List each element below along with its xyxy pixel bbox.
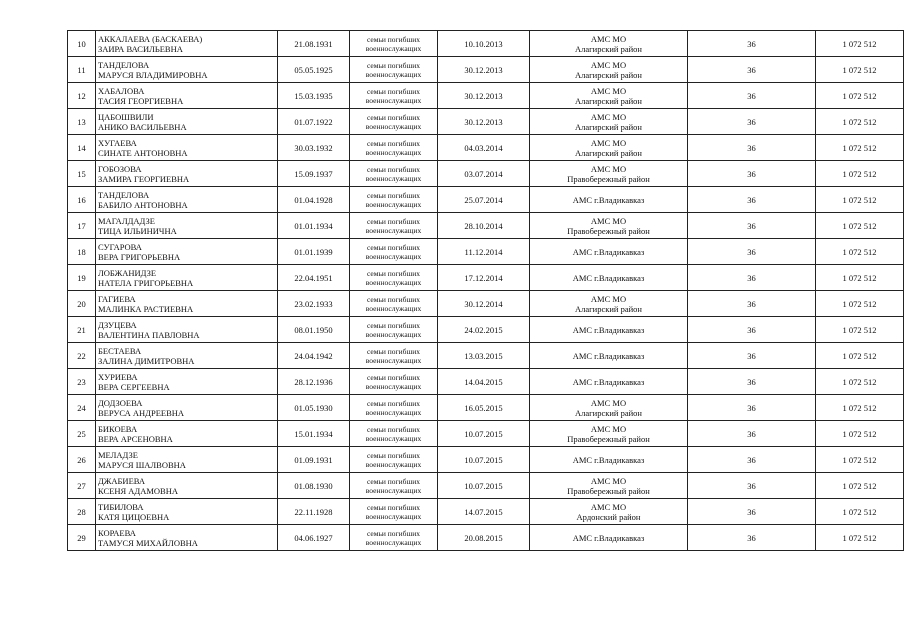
authority-line-1: АМС г.Владикавказ	[572, 350, 645, 361]
birth-date: 05.05.1925	[278, 57, 350, 83]
category-line-1: семьи погибших	[366, 216, 420, 226]
surname: ХАБАЛОВА	[98, 85, 145, 96]
table-row	[68, 239, 904, 265]
category	[350, 447, 438, 473]
birth-date: 01.09.1931	[278, 447, 350, 473]
surname: ХУРИЕВА	[98, 371, 138, 382]
row-number: 10	[68, 31, 96, 57]
category-line-2: военнослужащих	[365, 173, 422, 183]
months: 36	[688, 239, 816, 265]
person-name	[96, 421, 278, 447]
category	[350, 57, 438, 83]
given-name: ВЕРУСА АНДРЕЕВНА	[98, 407, 185, 418]
given-name: АНИКО ВАСИЛЬЕВНА	[98, 121, 187, 132]
amount: 1 072 512	[816, 369, 904, 395]
given-name: ЗАИРА ВАСИЛЬЕВНА	[98, 43, 183, 54]
given-name: КАТЯ ЦИЦОЕВНА	[98, 511, 170, 522]
category-line-1: семьи погибших	[366, 502, 420, 512]
surname: АККАЛАЕВА (БАСКАЕВА)	[98, 33, 203, 44]
authority	[530, 213, 688, 239]
person-name	[96, 369, 278, 395]
surname: ХУГАЕВА	[98, 137, 137, 148]
authority	[530, 265, 688, 291]
category-line-2: военнослужащих	[365, 485, 422, 495]
given-name: МАРУСЯ ВЛАДИМИРОВНА	[98, 69, 208, 80]
birth-date: 01.04.1928	[278, 187, 350, 213]
months: 36	[688, 525, 816, 551]
row-number: 12	[68, 83, 96, 109]
registration-date: 30.12.2014	[438, 291, 530, 317]
person-name	[96, 343, 278, 369]
registration-date: 04.03.2014	[438, 135, 530, 161]
table-row	[68, 447, 904, 473]
authority-line-1: АМС г.Владикавказ	[572, 532, 645, 543]
surname: МЕЛАДЗЕ	[98, 449, 139, 460]
category-line-1: семьи погибших	[366, 34, 420, 44]
category	[350, 395, 438, 421]
category-line-1: семьи погибших	[366, 372, 420, 382]
authority-line-2: Ардонский район	[576, 511, 641, 522]
authority	[530, 291, 688, 317]
authority	[530, 395, 688, 421]
surname: ТАНДЕЛОВА	[98, 59, 150, 70]
given-name: ТАСИЯ ГЕОРГИЕВНА	[98, 95, 184, 106]
row-number: 15	[68, 161, 96, 187]
row-number: 20	[68, 291, 96, 317]
category-line-2: военнослужащих	[365, 251, 422, 261]
category-line-1: семьи погибших	[366, 424, 420, 434]
birth-date: 23.02.1933	[278, 291, 350, 317]
registration-date: 10.07.2015	[438, 473, 530, 499]
category-line-1: семьи погибших	[366, 242, 420, 252]
category	[350, 187, 438, 213]
months: 36	[688, 499, 816, 525]
surname: ГОБОЗОВА	[98, 163, 142, 174]
table-row	[68, 213, 904, 239]
authority	[530, 421, 688, 447]
table-row	[68, 369, 904, 395]
surname: ГАГИЕВА	[98, 293, 136, 304]
table-row	[68, 187, 904, 213]
category	[350, 265, 438, 291]
authority-line-1: АМС МО	[590, 137, 627, 148]
category	[350, 343, 438, 369]
authority-line-1: АМС МО	[590, 475, 627, 486]
row-number: 19	[68, 265, 96, 291]
birth-date: 22.11.1928	[278, 499, 350, 525]
amount: 1 072 512	[816, 83, 904, 109]
birth-date: 01.07.1922	[278, 109, 350, 135]
given-name: ЗАМИРА ГЕОРГИЕВНА	[98, 173, 190, 184]
table-row	[68, 109, 904, 135]
table-row	[68, 135, 904, 161]
surname: ДОДЗОЕВА	[98, 397, 143, 408]
category	[350, 161, 438, 187]
category-line-1: семьи погибших	[366, 164, 420, 174]
category-line-2: военнослужащих	[365, 303, 422, 313]
months: 36	[688, 291, 816, 317]
row-number: 22	[68, 343, 96, 369]
amount: 1 072 512	[816, 395, 904, 421]
given-name: ВЕРА АРСЕНОВНА	[98, 433, 173, 444]
row-number: 11	[68, 57, 96, 83]
authority-line-1: АМС МО	[590, 59, 627, 70]
authority	[530, 343, 688, 369]
amount: 1 072 512	[816, 447, 904, 473]
table-row	[68, 161, 904, 187]
registration-date: 11.12.2014	[438, 239, 530, 265]
category-line-2: военнослужащих	[365, 277, 422, 287]
months: 36	[688, 395, 816, 421]
months: 36	[688, 473, 816, 499]
months: 36	[688, 265, 816, 291]
row-number: 18	[68, 239, 96, 265]
authority	[530, 447, 688, 473]
category-line-1: семьи погибших	[366, 346, 420, 356]
category	[350, 31, 438, 57]
category-line-1: семьи погибших	[366, 320, 420, 330]
amount: 1 072 512	[816, 421, 904, 447]
category-line-1: семьи погибших	[366, 60, 420, 70]
months: 36	[688, 447, 816, 473]
person-name	[96, 291, 278, 317]
amount: 1 072 512	[816, 161, 904, 187]
category-line-2: военнослужащих	[365, 459, 422, 469]
authority-line-1: АМС г.Владикавказ	[572, 194, 645, 205]
row-number: 21	[68, 317, 96, 343]
authority	[530, 187, 688, 213]
category	[350, 135, 438, 161]
authority-line-1: АМС МО	[590, 163, 627, 174]
registration-date: 17.12.2014	[438, 265, 530, 291]
category	[350, 317, 438, 343]
months: 36	[688, 83, 816, 109]
category	[350, 473, 438, 499]
authority-line-2: Алагирский район	[575, 69, 642, 80]
given-name: МАЛИНКА РАСТИЕВНА	[98, 303, 194, 314]
category-line-1: семьи погибших	[366, 268, 420, 278]
category-line-1: семьи погибших	[366, 398, 420, 408]
person-name	[96, 135, 278, 161]
given-name: ВАЛЕНТИНА ПАВЛОВНА	[98, 329, 200, 340]
row-number: 28	[68, 499, 96, 525]
table-row	[68, 473, 904, 499]
authority-line-2: Алагирский район	[575, 95, 642, 106]
category-line-1: семьи погибших	[366, 476, 420, 486]
given-name: БАБИЛО АНТОНОВНА	[98, 199, 188, 210]
category	[350, 525, 438, 551]
birth-date: 01.08.1930	[278, 473, 350, 499]
given-name: ТИЦА ИЛЬИНИЧНА	[98, 225, 177, 236]
person-name	[96, 109, 278, 135]
person-name	[96, 395, 278, 421]
person-name	[96, 57, 278, 83]
months: 36	[688, 57, 816, 83]
authority-line-2: Алагирский район	[575, 303, 642, 314]
months: 36	[688, 213, 816, 239]
person-name	[96, 83, 278, 109]
table-row	[68, 499, 904, 525]
category-line-2: военнослужащих	[365, 225, 422, 235]
surname: ТИБИЛОВА	[98, 501, 144, 512]
row-number: 24	[68, 395, 96, 421]
authority	[530, 317, 688, 343]
category-line-1: семьи погибших	[366, 190, 420, 200]
table-row	[68, 265, 904, 291]
authority-line-1: АМС МО	[590, 397, 627, 408]
amount: 1 072 512	[816, 473, 904, 499]
category	[350, 369, 438, 395]
registration-date: 16.05.2015	[438, 395, 530, 421]
surname: БЕСТАЕВА	[98, 345, 142, 356]
birth-date: 21.08.1931	[278, 31, 350, 57]
category	[350, 421, 438, 447]
table-row	[68, 421, 904, 447]
months: 36	[688, 369, 816, 395]
months: 36	[688, 187, 816, 213]
row-number: 14	[68, 135, 96, 161]
authority	[530, 57, 688, 83]
table-row	[68, 395, 904, 421]
table-row	[68, 291, 904, 317]
authority-line-2: Алагирский район	[575, 43, 642, 54]
table-row	[68, 57, 904, 83]
row-number: 26	[68, 447, 96, 473]
authority-line-1: АМС МО	[590, 215, 627, 226]
authority-line-2: Правобережный район	[567, 485, 650, 496]
registration-date: 20.08.2015	[438, 525, 530, 551]
given-name: ВЕРА ГРИГОРЬЕВНА	[98, 251, 181, 262]
registration-date: 30.12.2013	[438, 83, 530, 109]
category-line-1: семьи погибших	[366, 86, 420, 96]
table-body	[68, 31, 904, 551]
authority-line-1: АМС г.Владикавказ	[572, 376, 645, 387]
birth-date: 15.03.1935	[278, 83, 350, 109]
authority	[530, 473, 688, 499]
given-name: ТАМУСЯ МИХАЙЛОВНА	[98, 537, 198, 548]
authority	[530, 109, 688, 135]
category-line-1: семьи погибших	[366, 112, 420, 122]
authority-line-2: Правобережный район	[567, 433, 650, 444]
birth-date: 30.03.1932	[278, 135, 350, 161]
authority-line-1: АМС г.Владикавказ	[572, 246, 645, 257]
category-line-1: семьи погибших	[366, 450, 420, 460]
surname: ТАНДЕЛОВА	[98, 189, 150, 200]
row-number: 27	[68, 473, 96, 499]
given-name: МАРУСЯ ШАЛВОВНА	[98, 459, 186, 470]
amount: 1 072 512	[816, 57, 904, 83]
person-name	[96, 31, 278, 57]
category	[350, 499, 438, 525]
registration-date: 03.07.2014	[438, 161, 530, 187]
months: 36	[688, 31, 816, 57]
category-line-2: военнослужащих	[365, 43, 422, 53]
birth-date: 28.12.1936	[278, 369, 350, 395]
authority-line-1: АМС МО	[590, 293, 627, 304]
registration-date: 10.07.2015	[438, 447, 530, 473]
surname: ЛОБЖАНИДЗЕ	[98, 267, 157, 278]
category-line-2: военнослужащих	[365, 69, 422, 79]
given-name: НАТЕЛА ГРИГОРЬЕВНА	[98, 277, 194, 288]
amount: 1 072 512	[816, 525, 904, 551]
registration-date: 24.02.2015	[438, 317, 530, 343]
category	[350, 239, 438, 265]
person-name	[96, 525, 278, 551]
registration-date: 30.12.2013	[438, 57, 530, 83]
birth-date: 24.04.1942	[278, 343, 350, 369]
birth-date: 01.05.1930	[278, 395, 350, 421]
person-name	[96, 161, 278, 187]
authority-line-2: Алагирский район	[575, 407, 642, 418]
registration-date: 14.07.2015	[438, 499, 530, 525]
authority	[530, 499, 688, 525]
row-number: 13	[68, 109, 96, 135]
person-name	[96, 187, 278, 213]
registration-date: 25.07.2014	[438, 187, 530, 213]
registration-date: 13.03.2015	[438, 343, 530, 369]
months: 36	[688, 421, 816, 447]
category-line-2: военнослужащих	[365, 121, 422, 131]
given-name: ВЕРА СЕРГЕЕВНА	[98, 381, 170, 392]
months: 36	[688, 343, 816, 369]
amount: 1 072 512	[816, 213, 904, 239]
authority-line-1: АМС МО	[590, 33, 627, 44]
person-name	[96, 447, 278, 473]
authority	[530, 31, 688, 57]
authority-line-1: АМС г.Владикавказ	[572, 454, 645, 465]
authority	[530, 135, 688, 161]
months: 36	[688, 109, 816, 135]
authority	[530, 83, 688, 109]
authority-line-1: АМС МО	[590, 85, 627, 96]
person-name	[96, 213, 278, 239]
registration-date: 28.10.2014	[438, 213, 530, 239]
table-row	[68, 83, 904, 109]
category-line-2: военнослужащих	[365, 537, 422, 547]
amount: 1 072 512	[816, 31, 904, 57]
surname: ДЖАБИЕВА	[98, 475, 146, 486]
person-name	[96, 265, 278, 291]
category	[350, 291, 438, 317]
category-line-2: военнослужащих	[365, 381, 422, 391]
authority-line-2: Правобережный район	[567, 173, 650, 184]
row-number: 25	[68, 421, 96, 447]
table-row	[68, 31, 904, 57]
category	[350, 109, 438, 135]
authority-line-1: АМС МО	[590, 111, 627, 122]
table-row	[68, 525, 904, 551]
surname: БИКОЕВА	[98, 423, 138, 434]
months: 36	[688, 135, 816, 161]
given-name: СИНАТЕ АНТОНОВНА	[98, 147, 188, 158]
amount: 1 072 512	[816, 187, 904, 213]
category-line-1: семьи погибших	[366, 528, 420, 538]
row-number: 16	[68, 187, 96, 213]
authority-line-1: АМС г.Владикавказ	[572, 324, 645, 335]
row-number: 23	[68, 369, 96, 395]
registration-date: 30.12.2013	[438, 109, 530, 135]
category-line-2: военнослужащих	[365, 199, 422, 209]
authority-line-2: Правобережный район	[567, 225, 650, 236]
category-line-2: военнослужащих	[365, 511, 422, 521]
surname: ДЗУЦЕВА	[98, 319, 137, 330]
authority-line-1: АМС МО	[590, 501, 627, 512]
months: 36	[688, 317, 816, 343]
authority-line-1: АМС г.Владикавказ	[572, 272, 645, 283]
months: 36	[688, 161, 816, 187]
authority	[530, 239, 688, 265]
category-line-1: семьи погибших	[366, 138, 420, 148]
person-name	[96, 473, 278, 499]
authority	[530, 525, 688, 551]
authority	[530, 161, 688, 187]
given-name: ЗАЛИНА ДИМИТРОВНА	[98, 355, 195, 366]
birth-date: 15.01.1934	[278, 421, 350, 447]
person-name	[96, 317, 278, 343]
birth-date: 15.09.1937	[278, 161, 350, 187]
category-line-2: военнослужащих	[365, 355, 422, 365]
amount: 1 072 512	[816, 109, 904, 135]
amount: 1 072 512	[816, 343, 904, 369]
category	[350, 83, 438, 109]
amount: 1 072 512	[816, 499, 904, 525]
surname: МАГАЛДАДЗЕ	[98, 215, 155, 226]
surname: СУГАРОВА	[98, 241, 142, 252]
beneficiary-table	[67, 30, 904, 551]
authority-line-2: Алагирский район	[575, 147, 642, 158]
person-name	[96, 239, 278, 265]
birth-date: 04.06.1927	[278, 525, 350, 551]
table-row	[68, 317, 904, 343]
amount: 1 072 512	[816, 265, 904, 291]
amount: 1 072 512	[816, 291, 904, 317]
category-line-2: военнослужащих	[365, 433, 422, 443]
birth-date: 08.01.1950	[278, 317, 350, 343]
category-line-2: военнослужащих	[365, 147, 422, 157]
authority	[530, 369, 688, 395]
authority-line-2: Алагирский район	[575, 121, 642, 132]
person-name	[96, 499, 278, 525]
category	[350, 213, 438, 239]
birth-date: 01.01.1934	[278, 213, 350, 239]
row-number: 17	[68, 213, 96, 239]
amount: 1 072 512	[816, 317, 904, 343]
table-row	[68, 343, 904, 369]
given-name: КСЕНЯ АДАМОВНА	[98, 485, 178, 496]
row-number: 29	[68, 525, 96, 551]
amount: 1 072 512	[816, 135, 904, 161]
surname: ЦАБОШВИЛИ	[98, 111, 154, 122]
registration-date: 10.10.2013	[438, 31, 530, 57]
registration-date: 14.04.2015	[438, 369, 530, 395]
category-line-2: военнослужащих	[365, 329, 422, 339]
category-line-1: семьи погибших	[366, 294, 420, 304]
birth-date: 22.04.1951	[278, 265, 350, 291]
authority-line-1: АМС МО	[590, 423, 627, 434]
surname: КОРАЕВА	[98, 527, 136, 538]
registration-date: 10.07.2015	[438, 421, 530, 447]
birth-date: 01.01.1939	[278, 239, 350, 265]
category-line-2: военнослужащих	[365, 407, 422, 417]
amount: 1 072 512	[816, 239, 904, 265]
category-line-2: военнослужащих	[365, 95, 422, 105]
